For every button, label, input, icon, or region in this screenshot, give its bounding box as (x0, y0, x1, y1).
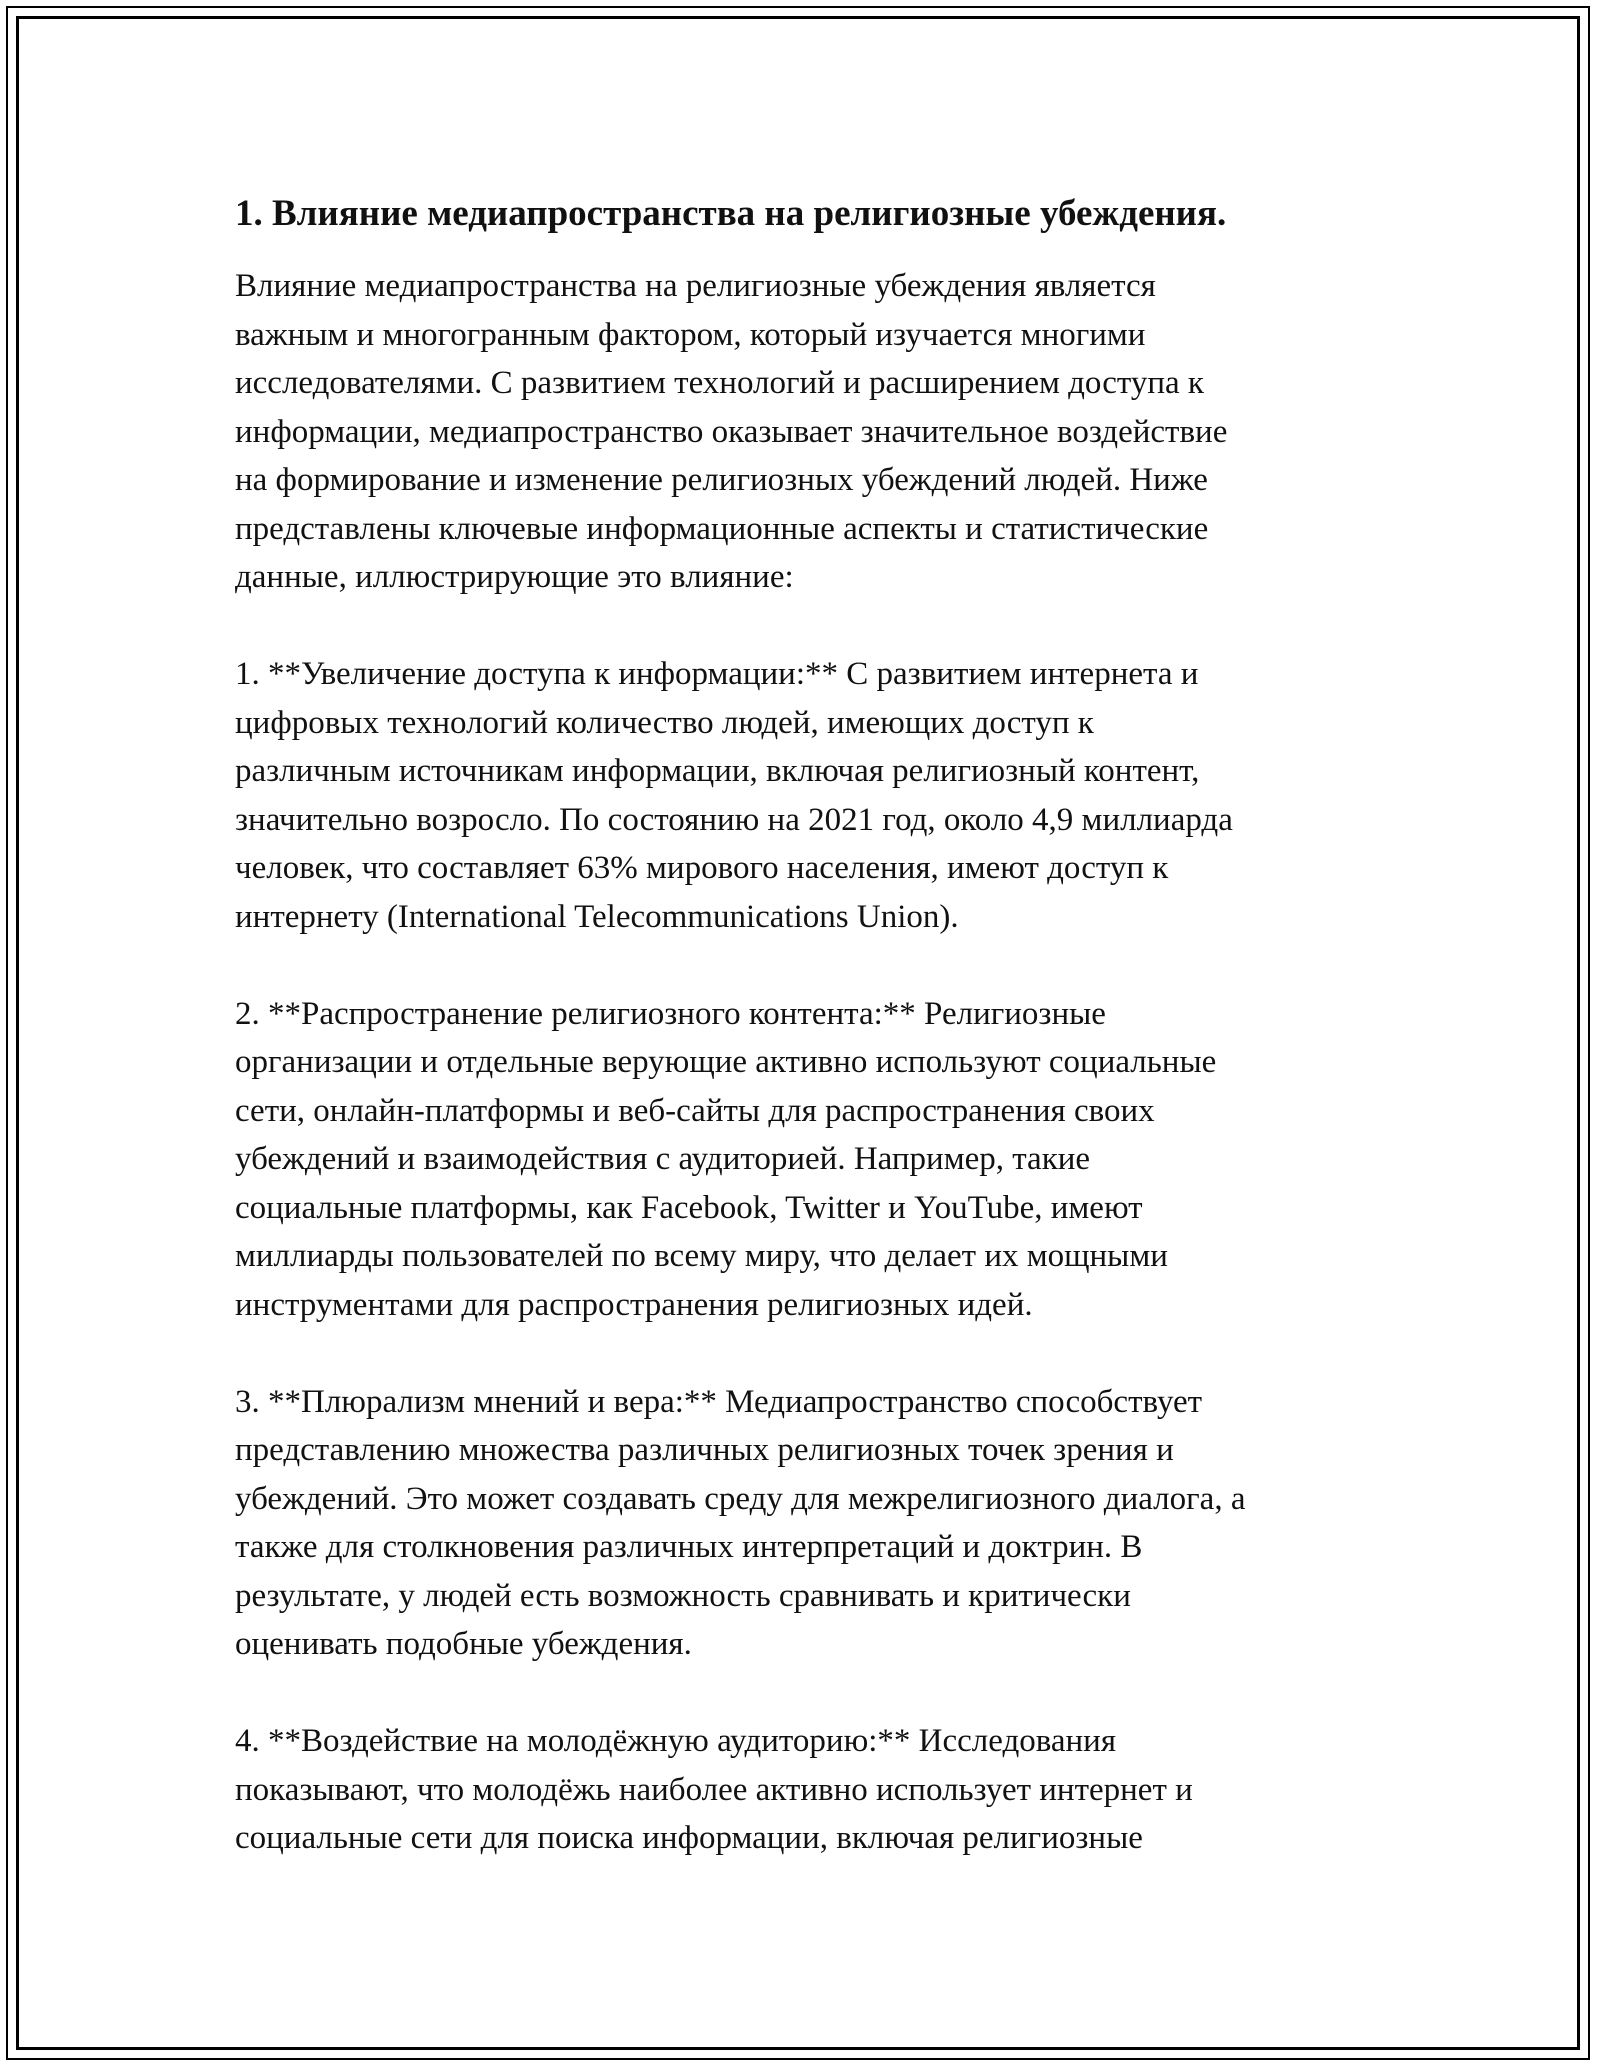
text-line: также для столкновения различных интерпретаций и доктрин. В (235, 1529, 1143, 1565)
text-line: инструментами для распространения религиозных идей. (235, 1286, 1033, 1323)
text-line: сети, онлайн-платформы и веб-сайты для распространения своих (235, 1092, 1155, 1129)
text-line: Влияние медиапространства на религиозные убеждения является (235, 268, 1156, 304)
list-item-youth (235, 1717, 1385, 1863)
text-line: значительно возросло. По состоянию на 2021 год, около 4,9 миллиарда (235, 801, 1233, 838)
list-item-content-spread (235, 990, 1385, 1330)
text-line: представлению множества различных религиозных точек зрения и (235, 1432, 1174, 1468)
text-line: информации, медиапространство оказывает значительное воздействие (235, 413, 1228, 450)
text-line: человек, что составляет 63% мирового населения, имеют доступ к (235, 850, 1169, 886)
text-line: исследователями. С развитием технологий и расширением доступа к (235, 365, 1204, 401)
text-line: интернету (International Telecommunications Union). (235, 898, 959, 935)
section-heading: 1. Влияние медиапространства на религиозные убеждения. (235, 193, 1227, 234)
text-line: убеждений. Это может создавать среду для межрелигиозного диалога, а (235, 1480, 1246, 1517)
list-item-pluralism (235, 1378, 1385, 1669)
text-line: различным источникам информации, включая религиозный контент, (235, 753, 1200, 789)
list-item-access (235, 650, 1385, 941)
text-line: социальные платформы, как Facebook, Twitter и YouTube, имеют (235, 1189, 1143, 1226)
intro-paragraph (235, 262, 1385, 602)
text-line: данные, иллюстрирующие это влияние: (235, 559, 794, 595)
text-line: организации и отдельные верующие активно используют социальные (235, 1044, 1217, 1080)
text-line: на формирование и изменение религиозных убеждений людей. Ниже (235, 462, 1208, 498)
document-body (235, 190, 1385, 1911)
text-line: 4. **Воздействие на молодёжную аудиторию:** Исследования (235, 1723, 1117, 1759)
text-line: 1. **Увеличение доступа к информации:** С развитием интернета и (235, 656, 1199, 692)
text-line: показывают, что молодёжь наиболее активно использует интернет и (235, 1771, 1193, 1808)
text-line: важным и многогранным фактором, который изучается многими (235, 316, 1146, 353)
text-line: результате, у людей есть возможность сравнивать и критически (235, 1577, 1131, 1614)
text-line: оценивать подобные убеждения. (235, 1626, 692, 1662)
text-line: убеждений и взаимодействия с аудиторией. Например, такие (235, 1141, 1091, 1177)
text-line: 3. **Плюрализм мнений и вера:** Медиапространство способствует (235, 1383, 1203, 1420)
text-line: представлены ключевые информационные аспекты и статистические (235, 510, 1209, 547)
text-line: социальные сети для поиска информации, включая религиозные (235, 1820, 1143, 1856)
text-line: 2. **Распространение религиозного контента:** Религиозные (235, 995, 1106, 1032)
text-line: цифровых технологий количество людей, имеющих доступ к (235, 704, 1094, 741)
text-line: миллиарды пользователей по всему миру, что делает их мощными (235, 1238, 1168, 1274)
